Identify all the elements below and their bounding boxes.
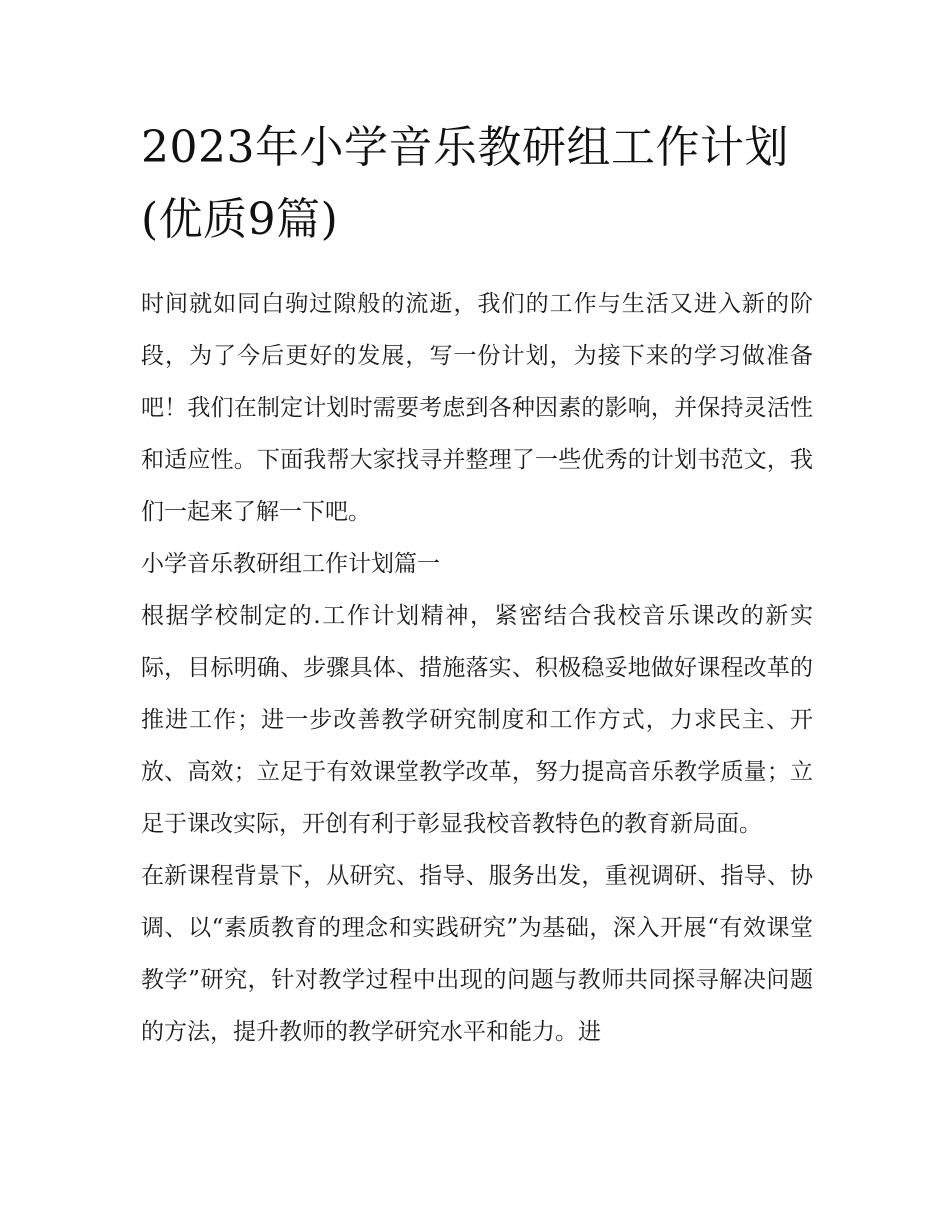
body-paragraph: 在新课程背景下，从研究、指导、服务出发，重视调研、指导、协调、以“素质教育的理念和实践研究”为基础，深入开展“有效课堂教学”研究，针对教学过程中出现的问题与教师共同探寻解决问题的方法，提升教师的教学研究水平和能力。进 <box>141 863 813 1045</box>
document-content <box>141 112 813 1058</box>
document-title: 2023年小学音乐教研组工作计划(优质9篇) <box>141 122 789 245</box>
intro-paragraph: 时间就如同白驹过隙般的流逝，我们的工作与生活又进入新的阶段，为了今后更好的发展，写一份计划，为接下来的学习做准备吧！我们在制定计划时需要考虑到各种因素的影响，并保持灵活性和适应性。下面我帮大家找寻并整理了一些优秀的计划书范文，我们一起来了解一下吧。 <box>141 291 813 525</box>
section-heading: 小学音乐教研组工作计划篇一 <box>141 551 440 577</box>
body-paragraph: 根据学校制定的.工作计划精神，紧密结合我校音乐课改的新实际，目标明确、步骤具体、措施落实、积极稳妥地做好课程改革的推进工作；进一步改善教学研究制度和工作方式，力求民主、开放、高效；立足于有效课堂教学改革，努力提高音乐教学质量；立足于课改实际，开创有利于彰显我校音教特色的教育新局面。 <box>141 603 813 837</box>
